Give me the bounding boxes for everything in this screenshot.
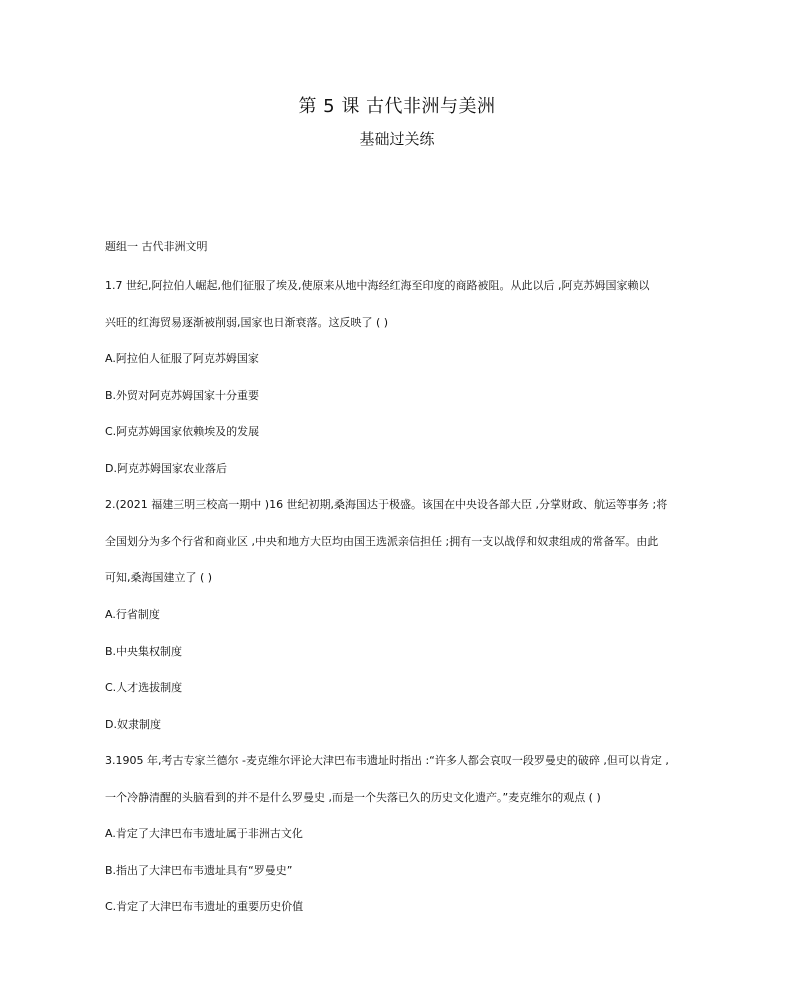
section-heading: 题组一 古代非洲文明: [105, 240, 208, 253]
q1-stem-line-1: 1.7 世纪,阿拉伯人崛起,他们征服了埃及,使原来从地中海经红海至印度的商路被阻。从此以后 ,阿克苏姆国家赖以: [105, 279, 650, 292]
q2-option-c: C.人才选拔制度: [105, 681, 183, 694]
lesson-subtitle: 基础过关练: [359, 130, 435, 148]
q2-option-b: B.中央集权制度: [105, 645, 183, 658]
lesson-title: 第 5 课 古代非洲与美洲: [298, 96, 496, 117]
q3-stem-line-2: 一个冷静清醒的头脑看到的并不是什么罗曼史 ,而是一个失落已久的历史文化遗产。”麦克维尔的观点 ( ): [105, 791, 601, 804]
q1-option-c: C.阿克苏姆国家依赖埃及的发展: [105, 425, 260, 438]
q2-option-d: D.奴隶制度: [105, 718, 161, 731]
q1-option-a: A.阿拉伯人征服了阿克苏姆国家: [105, 352, 259, 365]
q2-stem-line-2: 全国划分为多个行省和商业区 ,中央和地方大臣均由国王选派亲信担任 ;拥有一支以战俘和奴隶组成的常备军。由此: [105, 535, 659, 548]
q1-stem-line-2: 兴旺的红海贸易逐渐被削弱,国家也日渐衰落。这反映了 ( ): [105, 316, 389, 329]
q3-stem-line-1: 3.1905 年,考古专家兰德尔 -麦克维尔评论大津巴布韦遗址时指出 :“许多人都会哀叹一段罗曼史的破碎 ,但可以肯定 ,: [105, 754, 669, 767]
q2-stem-line-1: 2.(2021 福建三明三校高一期中 )16 世纪初期,桑海国达于极盛。该国在中央设各部大臣 ,分掌财政、航运等事务 ;将: [105, 498, 668, 511]
q1-option-d: D.阿克苏姆国家农业落后: [105, 462, 227, 475]
q2-stem-line-3: 可知,桑海国建立了 ( ): [105, 571, 213, 584]
q3-option-c: C.肯定了大津巴布韦遗址的重要历史价值: [105, 900, 304, 913]
q3-option-a: A.肯定了大津巴布韦遗址属于非洲古文化: [105, 827, 303, 840]
q3-option-b: B.指出了大津巴布韦遗址具有“罗曼史”: [105, 864, 293, 877]
q1-option-b: B.外贸对阿克苏姆国家十分重要: [105, 389, 260, 402]
q2-option-a: A.行省制度: [105, 608, 160, 621]
